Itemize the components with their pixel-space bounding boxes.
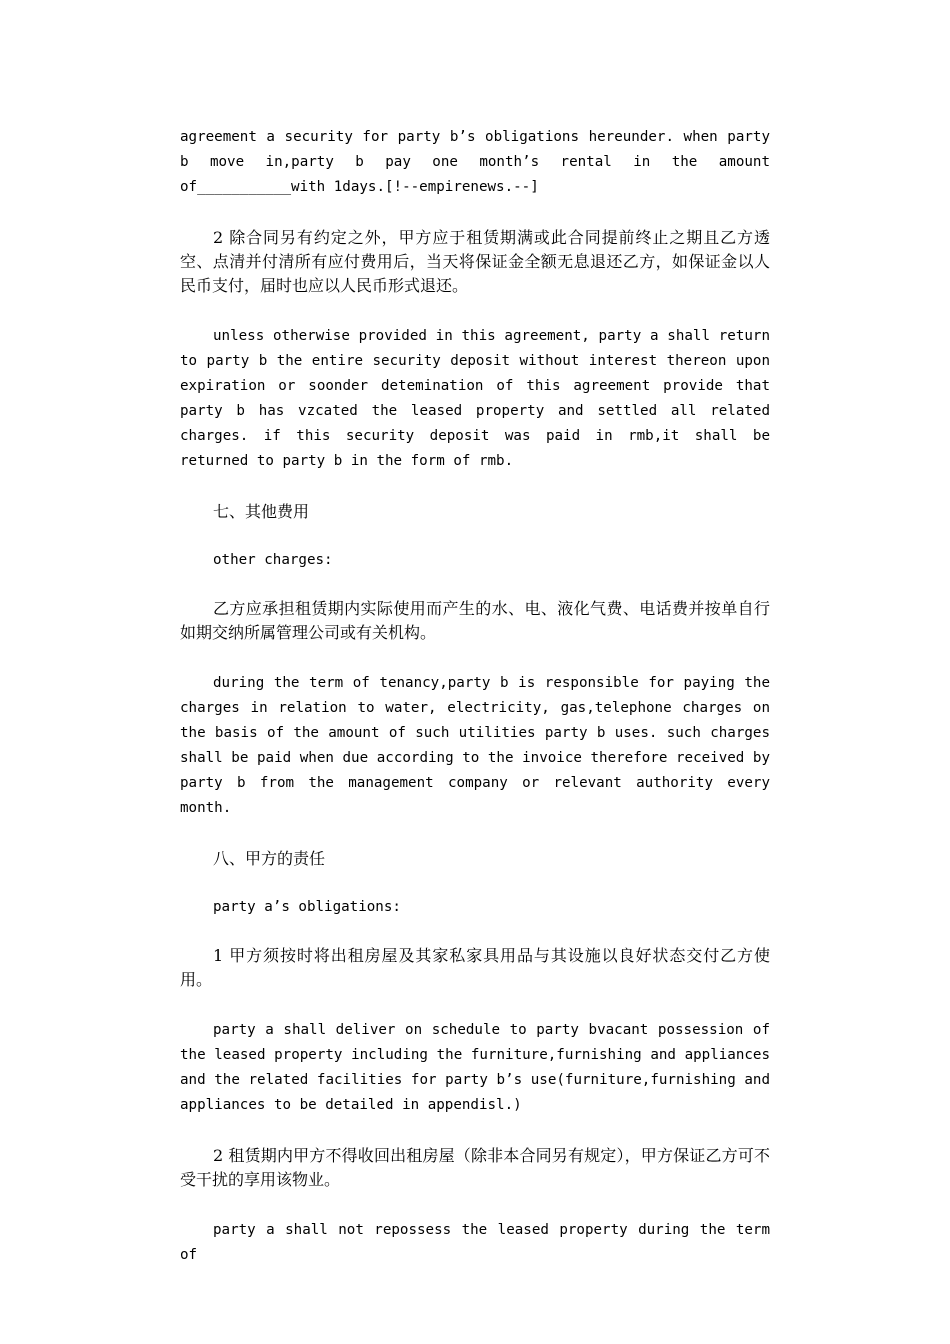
- section-heading-party-a-chinese: 八、甲方的责任: [213, 849, 326, 868]
- section-heading-other-charges-chinese: 七、其他费用: [213, 502, 310, 521]
- utility-charges-chinese: 乙方应承担租赁期内实际使用而产生的水、电、液化气费、电话费并按单自行如期交纳所属管理公司或有关机构。: [180, 599, 770, 642]
- document-body: [180, 125, 770, 1294]
- deposit-return-chinese: 2 除合同另有约定之外，甲方应于租赁期满或此合同提前终止之期且乙方透空、点清并付清所有应付费用后，当天将保证金全额无息退还乙方，如保证金以人民币支付，届时也应以人民币形式退还。: [180, 228, 770, 295]
- no-repossession-chinese: 2 租赁期内甲方不得收回出租房屋（除非本合同另有规定），甲方保证乙方可不受干扰的享用该物业。: [180, 1146, 770, 1189]
- no-repossession-english: party a shall not repossess the leased property during the term of: [180, 1222, 770, 1263]
- delivery-obligation-chinese: 1 甲方须按时将出租房屋及其家私家具用品与其设施以良好状态交付乙方使用。: [180, 946, 770, 989]
- security-deposit-english-continued: agreement a security for party b’s obligations hereunder. when party b move in,party b pay one month’s rental in the amount of___________with 1days.[!--empirenews.--]: [180, 129, 770, 195]
- section-heading-party-a-english: party a’s obligations:: [213, 899, 401, 915]
- section-heading-other-charges-english: other charges:: [213, 552, 333, 568]
- delivery-obligation-english: party a shall deliver on schedule to party bvacant possession of the leased property including the furniture,furnishing and appliances and the related facilities for party b’s use(furniture,furnishing and appliances to be detailed in appendisl.): [180, 1022, 770, 1113]
- utility-charges-english: during the term of tenancy,party b is responsible for paying the charges in relation to water, electricity, gas,telephone charges on the basis of the amount of such utilities party b uses. such charges shall be paid when due according to the invoice therefore received by party b from the management company or relevant authority every month.: [180, 675, 770, 816]
- deposit-return-english: unless otherwise provided in this agreement, party a shall return to party b the entire security deposit without interest thereon upon expiration or soonder detemination of this agreement provide that party b has vzcated the leased property and settled all related charges. if this security deposit was paid in rmb,it shall be returned to party b in the form of rmb.: [180, 328, 770, 469]
